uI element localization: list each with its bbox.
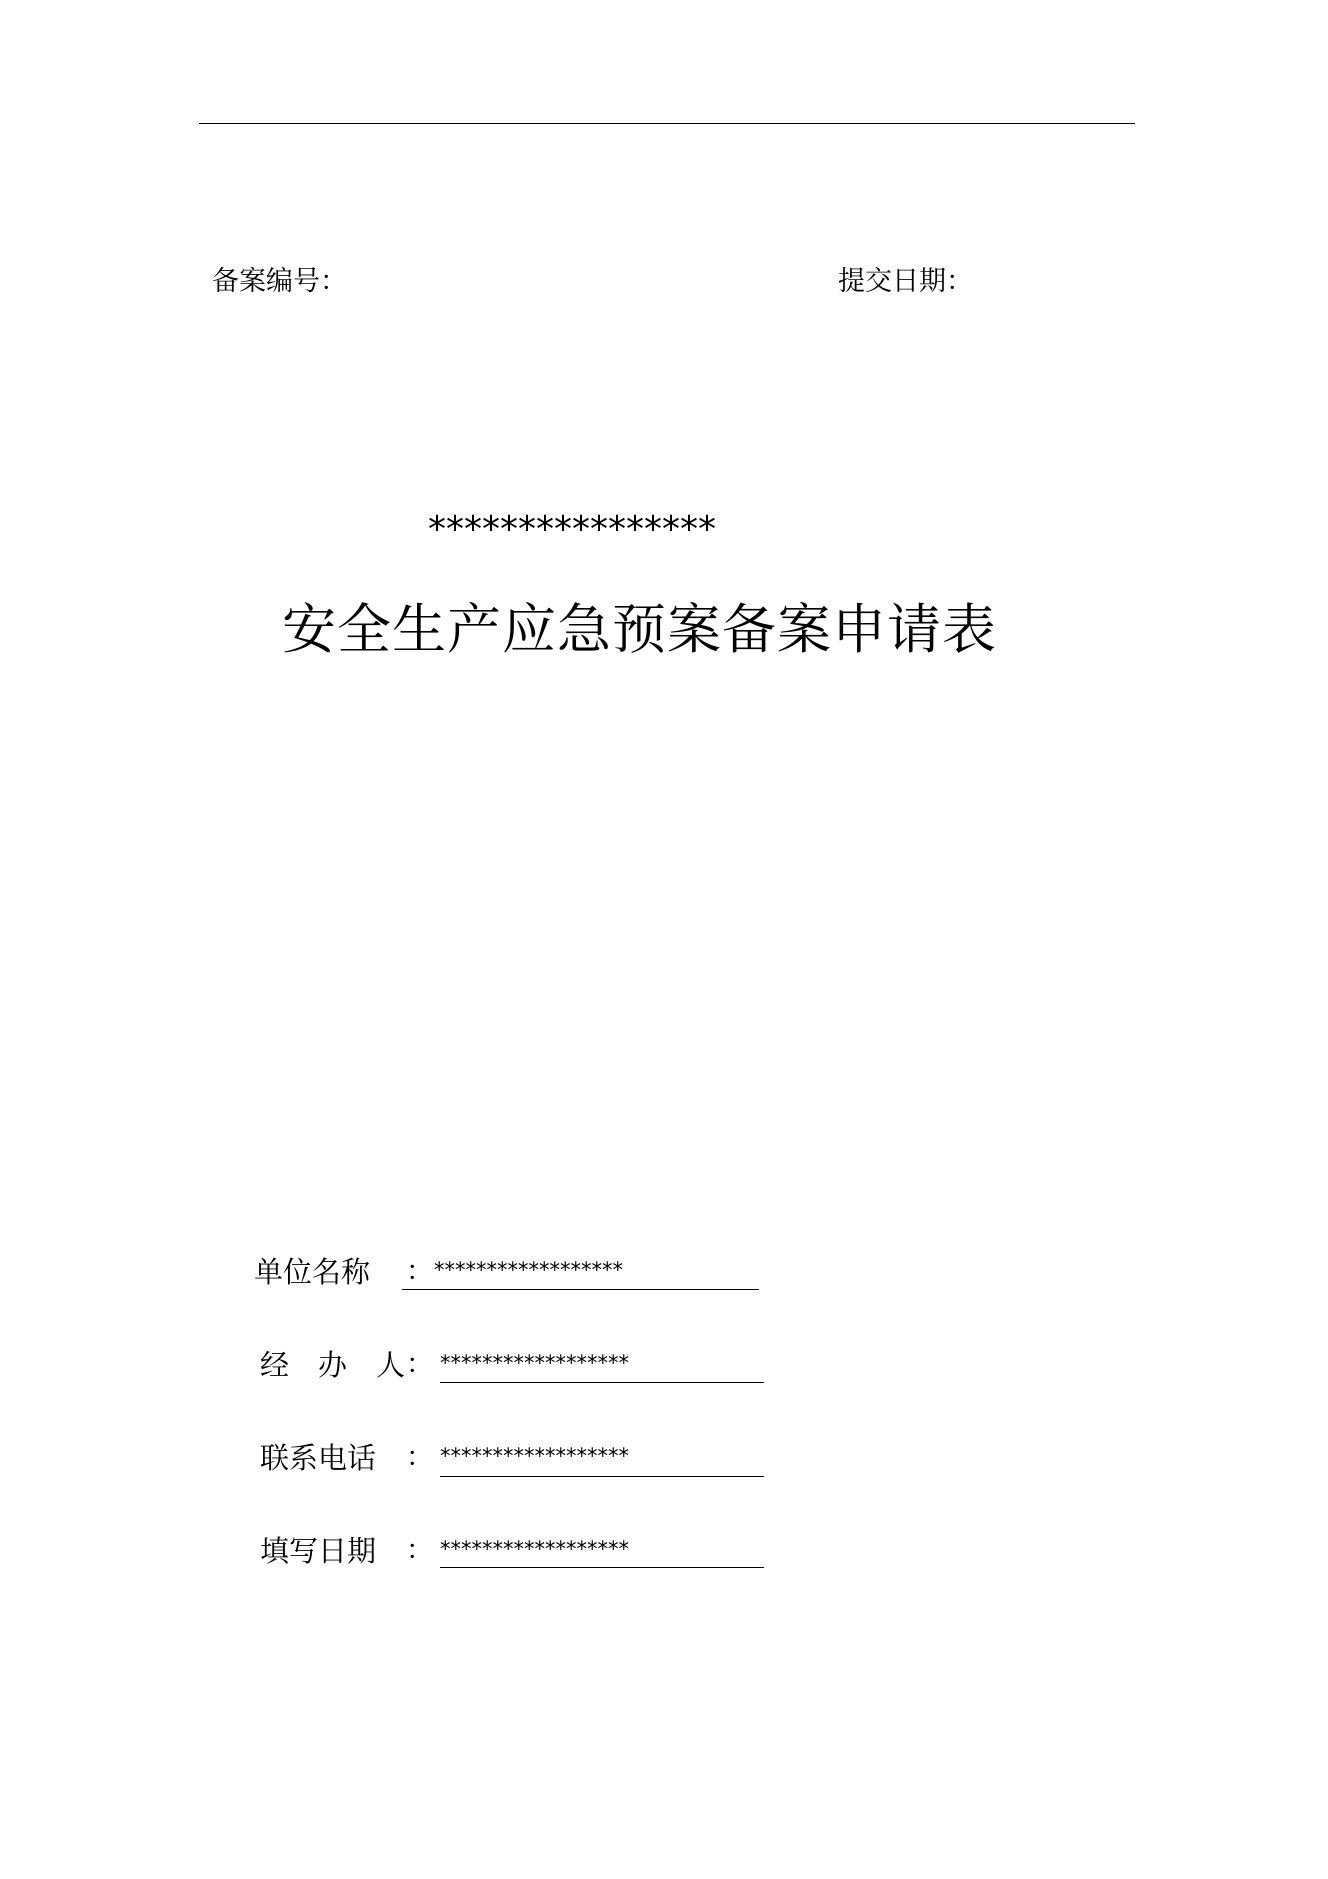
organization-name-masked: ****************: [428, 509, 716, 550]
fill-date-value[interactable]: ******************: [440, 1537, 629, 1561]
field-fill-date: [260, 1531, 780, 1571]
unit-name-value[interactable]: ******************: [434, 1258, 623, 1282]
fill-date-underline: [440, 1567, 764, 1568]
unit-name-underline: [402, 1289, 759, 1290]
field-handler: [260, 1345, 780, 1385]
field-phone: [260, 1438, 780, 1478]
handler-value[interactable]: ******************: [440, 1351, 629, 1375]
phone-underline: [440, 1476, 764, 1477]
field-label-handler: 经 办 人: [260, 1348, 406, 1382]
filing-number-label: 备案编号：: [212, 266, 347, 297]
field-colon: ：: [406, 1535, 433, 1566]
submission-date-label: 提交日期：: [838, 266, 973, 297]
phone-value[interactable]: ******************: [440, 1444, 629, 1468]
field-colon: ：: [406, 1442, 433, 1473]
field-label-fill-date: 填写日期: [260, 1534, 377, 1568]
document-title: 安全生产应急预案备案申请表: [282, 598, 997, 661]
header-rule: [199, 123, 1135, 124]
field-colon: ：: [406, 1256, 433, 1287]
field-label-phone: 联系电话: [260, 1441, 377, 1475]
handler-underline: [440, 1382, 764, 1383]
field-label-unit-name: 单位名称: [254, 1255, 371, 1289]
field-unit-name: [254, 1252, 774, 1292]
field-colon: ：: [406, 1349, 433, 1380]
